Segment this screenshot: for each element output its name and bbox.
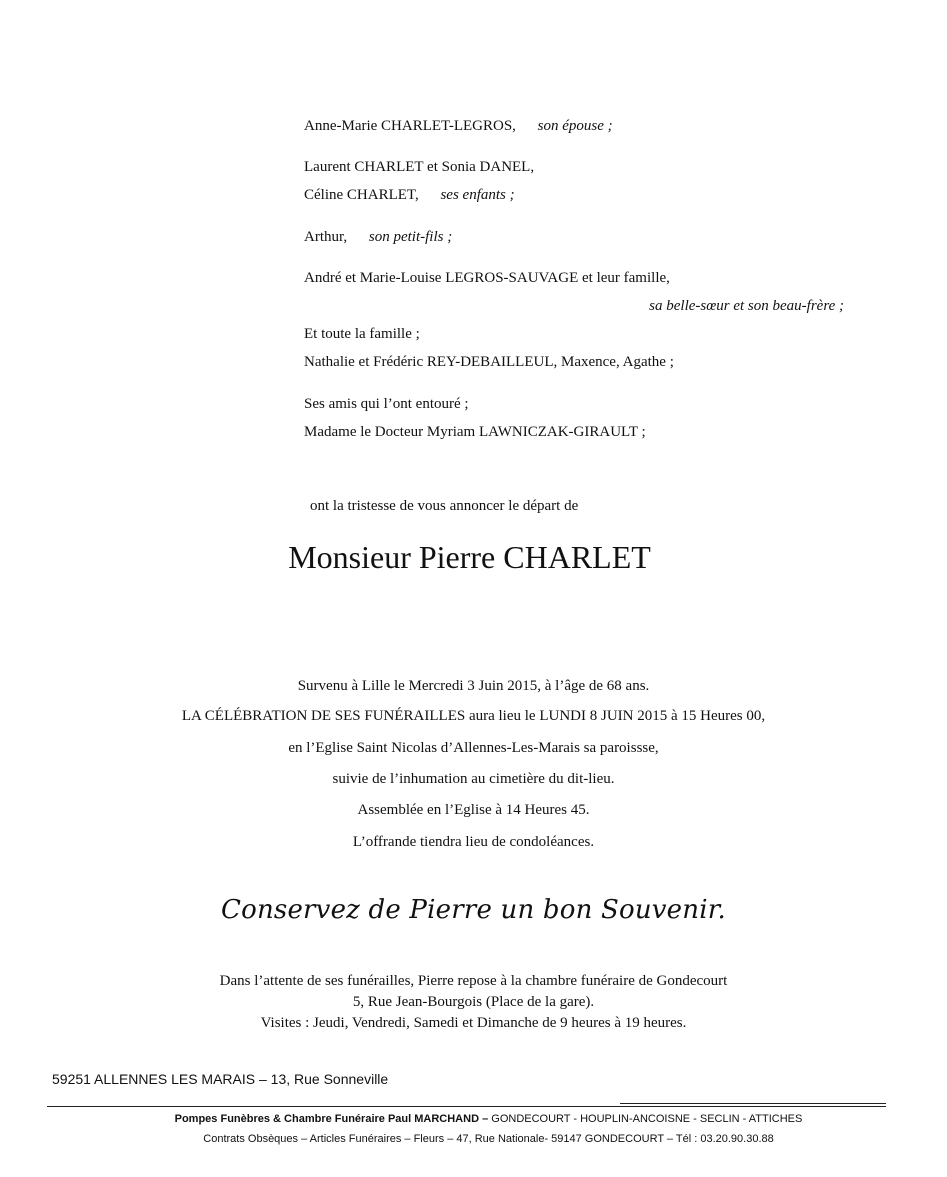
family-line-3 [304, 187, 515, 204]
deceased-name: Monsieur Pierre CHARLET [288, 539, 651, 575]
souvenir-text: Conservez de Pierre un bon Souvenir. [221, 895, 726, 925]
announcement-text: ont la tristesse de vous annoncer le départ de [310, 498, 579, 514]
footer-rule [47, 1106, 886, 1107]
family-line-9: Madame le Docteur Myriam LAWNICZAK-GIRAULT ; [304, 424, 646, 440]
family-role: son petit-fils ; [368, 229, 453, 245]
family-address: 59251 ALLENNES LES MARAIS – 13, Rue Sonneville [52, 1071, 389, 1087]
family-line-2: Laurent CHARLET et Sonia DANEL, [304, 159, 535, 175]
detail-burial: suivie de l’inhumation au cimetière du dit-lieu. [332, 771, 615, 787]
family-name: Céline CHARLET, [304, 187, 419, 203]
repose-line-2: 5, Rue Jean-Bourgois (Place de la gare). [352, 994, 595, 1010]
detail-offering: L’offrande tiendra lieu de condoléances. [352, 834, 595, 850]
footer-contact-line: Contrats Obsèques – Articles Funéraires – Fleurs – 47, Rue Nationale- 59147 GONDECOURT – Tél : 03.20.90.30.88 [203, 1133, 774, 1145]
family-line-5-role: sa belle-sœur et son beau-frère ; [649, 298, 844, 314]
family-name: Arthur, [304, 229, 348, 245]
detail-church: en l’Eglise Saint Nicolas d’Allennes-Les-Marais sa paroissse, [288, 740, 659, 756]
detail-assembly: Assemblée en l’Eglise à 14 Heures 45. [357, 802, 590, 818]
footer-company-line [15, 1113, 947, 1125]
family-line-5: André et Marie-Louise LEGROS-SAUVAGE et leur famille, [304, 270, 670, 286]
family-line-8: Ses amis qui l’ont entouré ; [304, 396, 469, 412]
family-line-6: Et toute la famille ; [304, 326, 420, 342]
detail-ceremony: LA CÉLÉBRATION DE SES FUNÉRAILLES aura lieu le LUNDI 8 JUIN 2015 à 15 Heures 00, [181, 708, 766, 724]
repose-line-1: Dans l’attente de ses funérailles, Pierre repose à la chambre funéraire de Gondecourt [219, 973, 728, 989]
detail-death: Survenu à Lille le Mercredi 3 Juin 2015, à l’âge de 68 ans. [297, 678, 650, 694]
signature-rule [620, 1103, 886, 1104]
family-line-7: Nathalie et Frédéric REY-DEBAILLEUL, Maxence, Agathe ; [304, 354, 674, 370]
family-line-4 [304, 229, 452, 246]
family-line-1 [304, 118, 613, 135]
family-role: son épouse ; [537, 118, 613, 134]
family-role: ses enfants ; [440, 187, 515, 203]
repose-line-3: Visites : Jeudi, Vendredi, Samedi et Dimanche de 9 heures à 19 heures. [260, 1015, 687, 1031]
footer-company: Pompes Funèbres & Chambre Funéraire Paul MARCHAND – [174, 1113, 489, 1125]
family-name: Anne-Marie CHARLET-LEGROS, [304, 118, 516, 134]
footer-towns: GONDECOURT - HOUPLIN-ANCOISNE - SECLIN - ATTICHES [488, 1113, 803, 1125]
